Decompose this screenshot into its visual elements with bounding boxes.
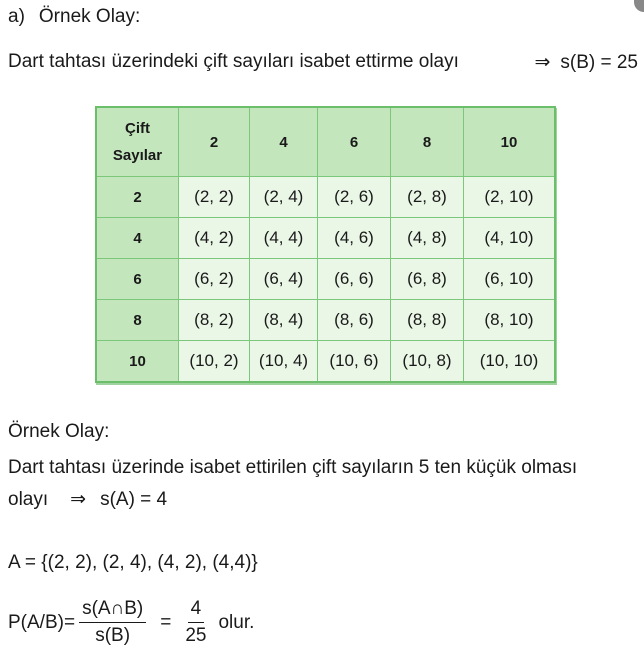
table-cell: (10, 2) (179, 341, 250, 383)
table-cell: (8, 8) (391, 300, 464, 341)
statement-b (8, 51, 638, 74)
corner-header-line1: Çift (125, 120, 150, 137)
table-cell: (2, 6) (318, 177, 391, 218)
row-header: 6 (96, 259, 179, 300)
table-row (96, 177, 555, 218)
page-corner-mark (634, 0, 644, 12)
table-cell: (6, 6) (318, 259, 391, 300)
table-row (96, 300, 555, 341)
implies-arrow-icon: ⇒ (534, 52, 551, 73)
table-cell: (4, 8) (391, 218, 464, 259)
even-pairs-table (95, 106, 556, 383)
table-cell: (8, 4) (250, 300, 318, 341)
set-a-definition: A = {(2, 2), (2, 4), (4, 2), (4,4)} (8, 552, 258, 573)
table-cell: (4, 2) (179, 218, 250, 259)
example-title: Örnek Olay: (8, 421, 110, 442)
table-cell: (10, 6) (318, 341, 391, 383)
formula-tail: olur. (218, 611, 255, 633)
table-corner-header (96, 107, 179, 177)
fraction-denominator: s(B) (95, 625, 131, 646)
table-cell: (4, 10) (464, 218, 556, 259)
table-cell: (6, 4) (250, 259, 318, 300)
table-cell: (10, 8) (391, 341, 464, 383)
equals-sign: = (63, 611, 76, 633)
statement-b-result: s(B) = 25 (560, 51, 638, 73)
column-header: 2 (179, 107, 250, 177)
row-header: 2 (96, 177, 179, 218)
table-cell: (2, 8) (391, 177, 464, 218)
equals-sign: = (160, 611, 172, 633)
fraction-intersection-over-b (79, 598, 146, 647)
example-description-line2 (8, 488, 167, 511)
fraction-denominator: 25 (185, 625, 207, 646)
section-label: a) (8, 6, 25, 27)
table-cell: (2, 4) (250, 177, 318, 218)
table-header-row (96, 107, 555, 177)
row-header: 4 (96, 218, 179, 259)
example-line2-result: s(A) = 4 (100, 489, 168, 510)
table-row (96, 341, 555, 383)
table-row (96, 259, 555, 300)
example-line2-word: olayı (8, 489, 49, 510)
section-title: Örnek Olay: (38, 6, 141, 27)
probability-lhs: P(A/B) (8, 611, 64, 633)
table-cell: (4, 6) (318, 218, 391, 259)
table-cell: (8, 2) (179, 300, 250, 341)
fraction-numerator: s(A∩B) (79, 598, 146, 623)
statement-b-text: Dart tahtası üzerindeki çift sayıları isabet ettirme olayı (8, 51, 459, 72)
column-header: 10 (464, 107, 556, 177)
fraction-result (185, 598, 206, 647)
table-cell: (6, 2) (179, 259, 250, 300)
implies-arrow-icon: ⇒ (70, 489, 87, 510)
table-cell: (10, 4) (250, 341, 318, 383)
table-cell: (6, 8) (391, 259, 464, 300)
table-cell: (2, 2) (179, 177, 250, 218)
fraction-numerator: 4 (188, 598, 205, 623)
column-header: 6 (318, 107, 391, 177)
table-cell: (6, 10) (464, 259, 556, 300)
probability-formula (8, 598, 254, 647)
row-header: 10 (96, 341, 179, 383)
table-cell: (4, 4) (250, 218, 318, 259)
table-row (96, 218, 555, 259)
column-header: 8 (391, 107, 464, 177)
corner-header-line2: Sayılar (112, 147, 163, 164)
table-cell: (2, 10) (464, 177, 556, 218)
table-cell: (8, 10) (464, 300, 556, 341)
table-cell: (8, 6) (318, 300, 391, 341)
example-description-line1: Dart tahtası üzerinde isabet ettirilen çift sayıların 5 ten küçük olması (8, 457, 578, 478)
table-cell: (10, 10) (464, 341, 556, 383)
section-heading (8, 6, 140, 28)
row-header: 8 (96, 300, 179, 341)
column-header: 4 (250, 107, 318, 177)
